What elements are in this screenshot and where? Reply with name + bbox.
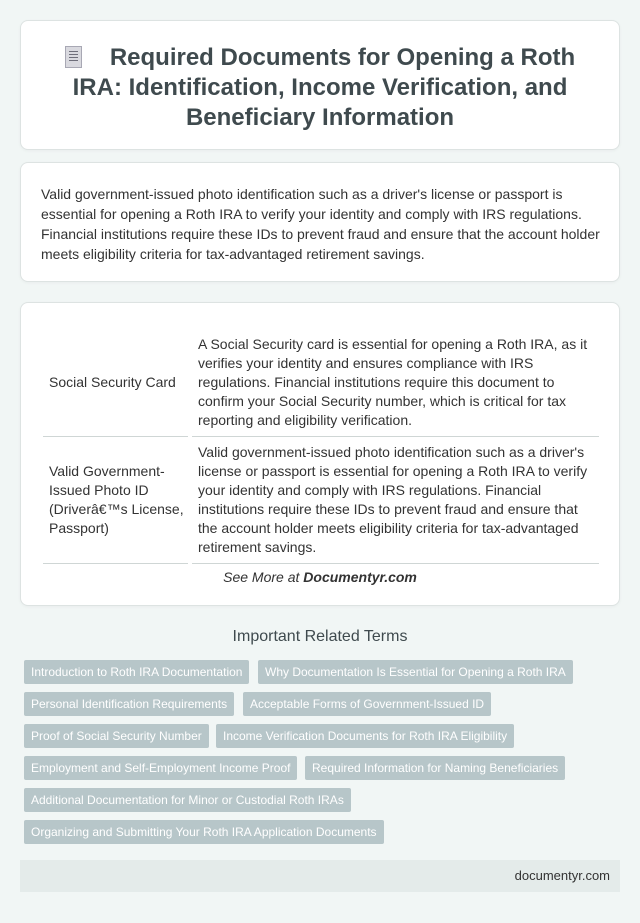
related-term-tag[interactable]: Income Verification Documents for Roth IRA Eligibility [216, 724, 514, 748]
page-title-text: Required Documents for Opening a Roth IRA: Identification, Income Verification, and Beneficiary Information [72, 44, 576, 131]
related-term-tag[interactable]: Required Information for Naming Beneficiaries [305, 756, 565, 780]
table-row [43, 437, 599, 564]
title-card [20, 20, 620, 150]
intro-paragraph: Valid government-issued photo identification such as a driver's license or passport is essential for opening a Roth IRA to verify your identity and comply with IRS regulations. Financial institutions require these IDs to prevent fraud and ensure that the account holder meets eligibility criteria for tax-advantaged retirement savings. [41, 186, 600, 262]
table-cell-term: Social Security Card [43, 329, 190, 437]
related-term-tag[interactable]: Personal Identification Requirements [24, 692, 234, 716]
related-terms-heading: Important Related Terms [232, 628, 408, 645]
footer [20, 860, 620, 892]
table-cell-description: Valid government-issued photo identification such as a driver's license or passport is essential for opening a Roth IRA to verify your identity and comply with IRS regulations. Financial institutions require these IDs to prevent fraud and ensure that the account holder meets eligibility criteria for tax-advantaged retirement savings. [190, 437, 599, 564]
page-title [41, 43, 599, 133]
document-icon [65, 46, 82, 68]
related-term-tag[interactable]: Acceptable Forms of Government-Issued ID [243, 692, 491, 716]
table-cell-description: A Social Security card is essential for opening a Roth IRA, as it verifies your identity and ensures compliance with IRS regulations. Financial institutions require this document to confirm your Social Security number, which is critical for tax reporting and eligibility verification. [190, 329, 599, 437]
related-term-tag[interactable]: Organizing and Submitting Your Roth IRA Application Documents [24, 820, 384, 844]
documents-card [20, 302, 620, 606]
see-more-link[interactable] [21, 569, 619, 585]
related-term-tag[interactable]: Introduction to Roth IRA Documentation [24, 660, 249, 684]
related-term-tag[interactable]: Why Documentation Is Essential for Opening a Roth IRA [258, 660, 573, 684]
table-row [43, 329, 599, 437]
footer-site[interactable]: documentyr.com [514, 868, 610, 883]
see-more-prefix: See More at [223, 569, 304, 585]
table-cell-term: Valid Government-Issued Photo ID (Driverâ€™s License, Passport) [43, 437, 190, 564]
documents-table [43, 329, 599, 564]
see-more-site: Documentyr.com [303, 569, 417, 585]
intro-card [20, 162, 620, 282]
related-term-tag[interactable]: Proof of Social Security Number [24, 724, 209, 748]
related-term-tag[interactable]: Additional Documentation for Minor or Custodial Roth IRAs [24, 788, 351, 812]
related-term-tag[interactable]: Employment and Self-Employment Income Proof [24, 756, 297, 780]
